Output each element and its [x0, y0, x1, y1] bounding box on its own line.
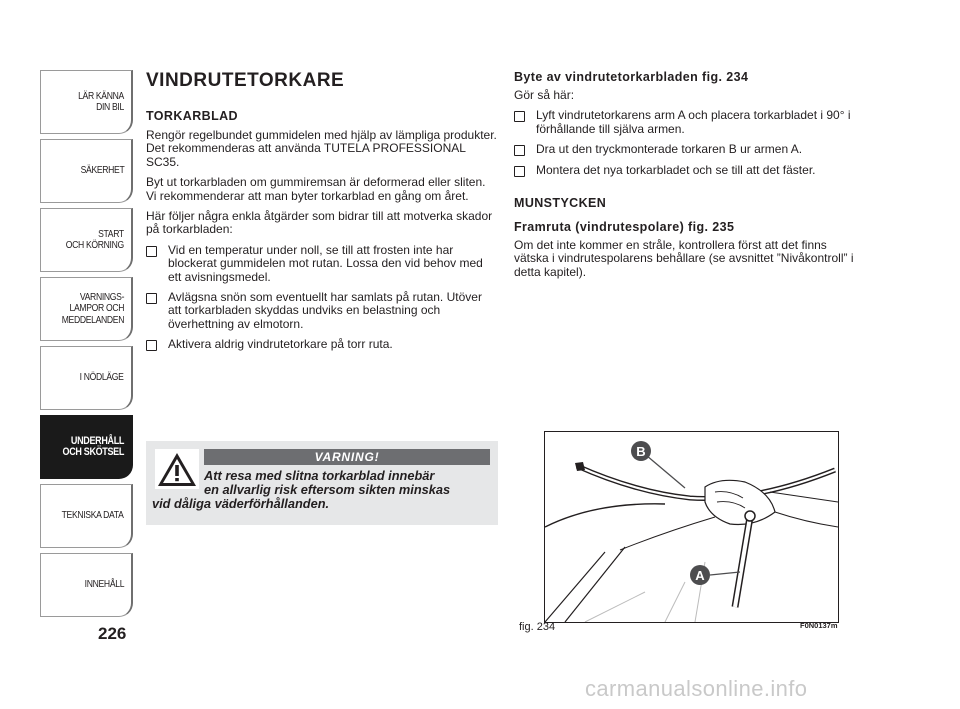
list-item: Lyft vindrutetorkarens arm A och placera torkarbladet i 90° i förhållande till själva armen. — [514, 109, 854, 136]
figure-caption: fig. 234 — [519, 621, 556, 633]
checkbox-bullet-icon — [514, 111, 525, 122]
section-title-munstycken: MUNSTYCKEN — [514, 196, 607, 211]
tab-start-och-korning[interactable] — [40, 208, 133, 272]
figure-234 — [544, 431, 839, 623]
warning-text: Att resa med slitna torkarblad innebär en allvarlig risk eftersom sikten minskas vid dåliga väderförhållanden. — [152, 468, 451, 511]
warning-box — [146, 441, 498, 525]
callout-label-b: B — [636, 444, 646, 459]
tab-label: TEKNISKA DATA — [62, 509, 124, 522]
page-title: VINDRUTETORKARE — [146, 70, 345, 91]
paragraph: Rengör regelbundet gummidelen med hjälp av lämpliga produkter. Det rekommenderas att använda TUTELA PROFESSIONAL SC35. — [146, 128, 497, 169]
tab-tekniska-data[interactable] — [40, 484, 133, 548]
wiper-illustration — [545, 432, 838, 622]
warning-label: VARNING! — [204, 449, 490, 465]
watermark: carmanualsonline.info — [585, 676, 808, 701]
heading-framruta: Framruta (vindrutespolare) fig. 235 — [514, 220, 735, 235]
tab-label: SÄKERHET — [80, 164, 124, 177]
left-column — [146, 70, 498, 359]
list-item: Vid en temperatur under noll, se till att frosten inte har blockerat gummidelen mot rutan. Lossa den vid behov med ett avisningsmedel. — [146, 244, 498, 284]
heading-byte-av-torkarblad: Byte av vindrutetorkarbladen fig. 234 — [514, 70, 749, 84]
tab-i-nodlage[interactable] — [40, 346, 133, 410]
tab-sakerhet[interactable] — [40, 139, 133, 203]
paragraph: Byt ut torkarbladen om gummiremsan är deformerad eller sliten. Vi rekommenderar att man byter torkarblad en gång om året. — [146, 175, 486, 203]
list-item: Montera det nya torkarbladet och se till att det fäster. — [514, 164, 854, 177]
bullet-list — [146, 244, 498, 352]
tab-label: INNEHÅLL — [84, 578, 124, 591]
tab-lar-kanna-din-bil[interactable] — [40, 70, 133, 134]
list-item: Dra ut den tryckmonterade torkaren B ur armen A. — [514, 143, 854, 156]
checkbox-bullet-icon — [146, 340, 157, 351]
tab-label: UNDERHÅLL OCH SKÖTSEL — [62, 434, 124, 458]
tab-label: VARNINGS- LAMPOR OCH MEDDELANDEN — [61, 290, 124, 326]
paragraph: Gör så här: — [514, 88, 575, 102]
tab-varningslampor[interactable] — [40, 277, 133, 341]
checkbox-bullet-icon — [514, 166, 525, 177]
page-number: 226 — [98, 624, 127, 643]
steps-list — [514, 109, 854, 177]
right-column — [514, 70, 854, 286]
paragraph: Om det inte kommer en stråle, kontrollera först att det finns vätska i vindrutespolarens behållare (se avsnittet ”Nivåkontroll” i detta kapitel). — [514, 238, 854, 279]
tab-underhall-och-skotsel[interactable] — [40, 415, 133, 479]
tab-label: START OCH KÖRNING — [65, 227, 124, 251]
callout-label-a: A — [695, 568, 705, 583]
checkbox-bullet-icon — [146, 246, 157, 257]
list-item: Aktivera aldrig vindrutetorkare på torr ruta. — [146, 338, 498, 351]
figure-code: F0N0137m — [800, 621, 838, 630]
tab-innehall[interactable] — [40, 553, 133, 617]
paragraph: Här följer några enkla åtgärder som bidrar till att motverka skador på torkarbladen: — [146, 209, 493, 237]
checkbox-bullet-icon — [146, 293, 157, 304]
section-title-torkarblad: TORKARBLAD — [146, 109, 238, 123]
tab-label: I NÖDLÄGE — [80, 371, 124, 384]
checkbox-bullet-icon — [514, 145, 525, 156]
tab-label: LÄR KÄNNA DIN BIL — [78, 89, 124, 113]
list-item: Avlägsna snön som eventuellt har samlats på rutan. Utöver att torkarbladen skyddas undviks en belastning och överhettning av elmotorn. — [146, 291, 498, 331]
